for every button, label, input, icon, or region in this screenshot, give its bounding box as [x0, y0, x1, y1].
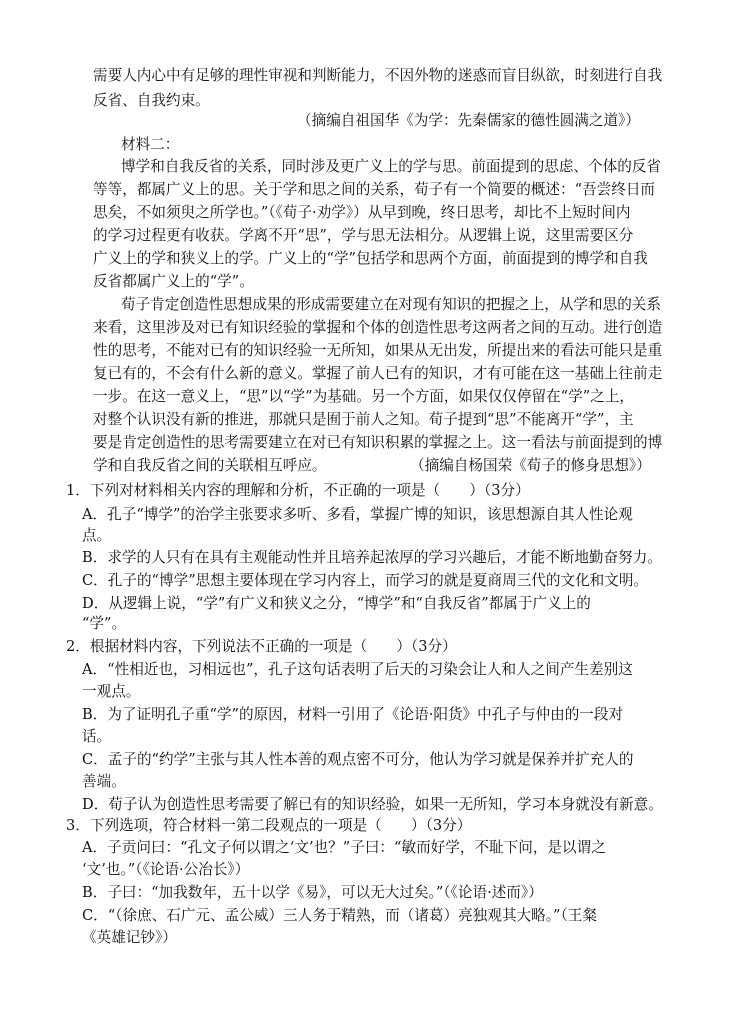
paragraph-line: 复已有的，不会有什么新的意义。掌握了前人已有的知识，才有可能在这一基础上往前走 [93, 365, 663, 382]
option-a: A．子贡问曰：“孔文子何以谓之‘文’也？”子曰：“敏而好学，不耻下问，是以谓之 [82, 839, 606, 856]
option-a-cont: ‘文’也。”（《论语·公冶长》） [82, 861, 250, 878]
option-c: C．孔子的“博学”思想主要体现在学习内容上，而学习的就是夏商周三代的文化和文明。 [82, 572, 649, 589]
paragraph-line: 博学和自我反省的关系，同时涉及更广义上的学与思。前面提到的思虑、个体的反省 [121, 158, 661, 175]
paragraph-line: 等等，都属广义上的思。关于学和思之间的关系，荀子有一个简要的概述：“吾尝终日而 [93, 181, 656, 198]
option-c-cont: 《英雄记钞》） [82, 929, 177, 946]
option-d: D．荀子认为创造性思考需要了解已有的知识经验，如果一无所知，学习本身就没有新意。 [82, 796, 663, 813]
paragraph-line: 一步。在这一意义上，“思”以“学”为基础。另一个方面，如果仅仅停留在“学”之上， [93, 388, 634, 405]
paragraph-line: 学和自我反省之间的关联相互呼应。 [93, 457, 327, 474]
option-b: B．为了证明孔子重“学”的原因，材料一引用了《论语·阳货》中孔子与仲由的一段对 [82, 706, 624, 723]
paragraph-line: 来看，这里涉及对已有知识经验的掌握和个体的创造性思考这两者之间的互动。进行创造 [93, 319, 663, 336]
paragraph-line: 性的思考，不能对已有的知识经验一无所知，如果从无出发，所提出来的看法可能只是重 [93, 342, 663, 359]
option-c: C．孟子的“约学”主张与其人性本善的观点密不可分，他认为学习就是保养并扩充人的 [82, 751, 634, 768]
paragraph-line: 广义上的学和狭义上的学。广义上的“学”包括学和思两个方面，前面提到的博学和自我 [93, 250, 648, 267]
paragraph-line: 荀子肯定创造性思想成果的形成需要建立在对现有知识的把握之上，从学和思的关系 [121, 296, 661, 313]
option-a: A．孔子“博学”的治学主张要求多听、多看，掌握广博的知识，该思想源自其人性论观 [82, 506, 633, 523]
option-c-cont: 善端。 [82, 773, 126, 790]
paragraph-line: 对整个认识没有新的推进，那就只是囿于前人之知。荀子提到“思”不能离开“学”，主 [93, 411, 634, 428]
paragraph-line: 反省都属广义上的“学”。 [93, 273, 254, 290]
option-a-cont: 点。 [82, 527, 112, 544]
option-d-cont: “学”。 [82, 615, 127, 632]
paragraph-line: 思矣，不如须臾之所学也。”（《荀子·劝学》）从早到晚，终日思考，却比不上短时间内 [93, 204, 631, 221]
option-b-cont: 话。 [82, 728, 112, 745]
option-a-cont: 一观点。 [82, 683, 141, 700]
question-stem: 2．根据材料内容，下列说法不正确的一项是（ ）（3分） [66, 638, 457, 655]
option-a: A．“性相近也，习相远也”，孔子这句话表明了后天的习染会让人和人之间产生差别这 [82, 661, 633, 678]
option-c: C．“（徐庶、石广元、孟公威）三人务于精熟，而（诸葛）亮独观其大略。”（王粲 [82, 907, 597, 924]
option-b: B．求学的人只有在具有主观能动性并且培养起浓厚的学习兴趣后，才能不断地勤奋努力。 [82, 549, 662, 566]
source-citation: （摘编自祖国华《为学：先秦儒家的德性圆满之道》） [297, 112, 640, 129]
option-d: D．从逻辑上说，“学”有广义和狭义之分，“博学”和“自我反省”都属于广义上的 [82, 595, 591, 612]
question-stem: 1．下列对材料相关内容的理解和分析，不正确的一项是（ ）（3分） [66, 482, 530, 499]
paragraph-line: 的学习过程更有收获。学离不开“思”，学与思无法相分。从逻辑上说，这里需要区分 [93, 227, 634, 244]
question-stem: 3．下列选项，符合材料一第二段观点的一项是（ ）（3分） [66, 817, 472, 834]
source-citation: （摘编自杨国荣《荀子的修身思想》） [410, 457, 651, 474]
passage-line: 需要人内心中有足够的理性审视和判断能力，不因外物的迷惑而盲目纵欲，时刻进行自我 [93, 67, 663, 84]
section-heading: 材料二： [121, 136, 180, 153]
option-b: B．子曰：“加我数年，五十以学《易》，可以无大过矣。”（《论语·述而》） [82, 884, 543, 901]
passage-line: 反省、自我约束。 [93, 92, 210, 109]
paragraph-line: 要是肯定创造性的思考需要建立在对已有知识积累的掌握之上。这一看法与前面提到的博 [93, 434, 663, 451]
